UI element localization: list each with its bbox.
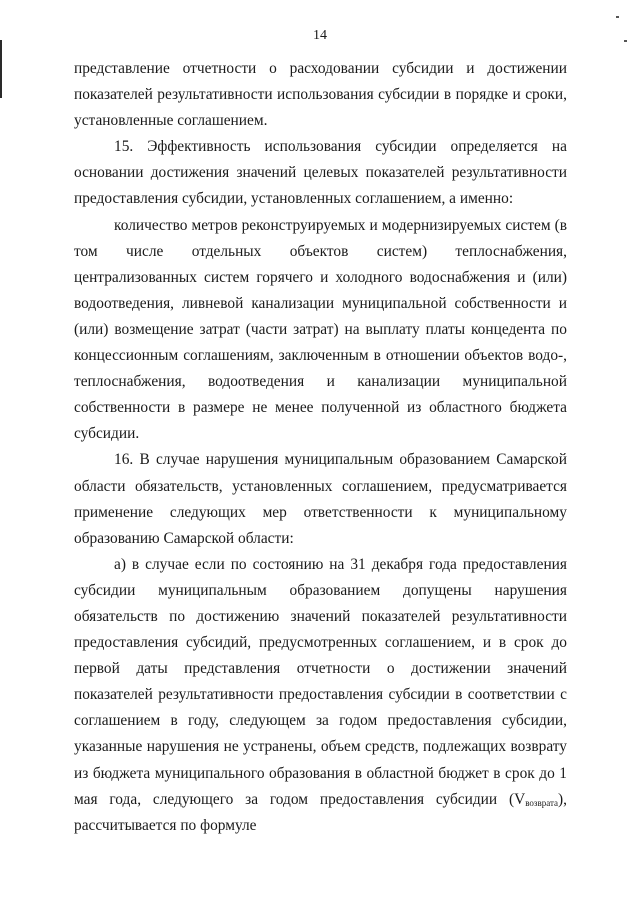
text-line: том числе отдельных объектов систем) теплоснабжения, xyxy=(74,242,567,260)
text-line: централизованных систем горячего и холодного водоснабжения и (или) xyxy=(74,268,567,286)
text-line: указанные нарушения не устранены, объем средств, подлежащих возврату xyxy=(74,738,567,756)
formula-subscript: возврата xyxy=(525,797,559,808)
text-line: из бюджета муниципального образования в областной бюджет в срок до 1 xyxy=(74,764,567,782)
text-line: установленные соглашением. xyxy=(74,112,268,130)
text-line: применение следующих мер ответственности к муниципальному xyxy=(74,503,567,521)
text-line: области обязательств, установленных соглашением, предусматривается xyxy=(74,477,567,495)
paragraph-subitem-a xyxy=(74,552,567,839)
text-line: рассчитывается по формуле xyxy=(74,816,257,834)
text-line: водоотведения, ливневой канализации муниципальной собственности и xyxy=(74,294,567,312)
text-line: показателей результативности использования субсидии в порядке и сроки, xyxy=(74,86,567,104)
document-body xyxy=(74,56,567,839)
scan-edge-mark xyxy=(0,40,2,98)
scan-speck xyxy=(616,16,619,18)
formula-lead-text: мая года, следующего за годом предоставления субсидии (V xyxy=(74,790,526,808)
text-line: а) в случае если по состоянию на 31 декабря года предоставления xyxy=(114,555,567,573)
text-line: показателей результативности предоставления субсидии в соответствии с xyxy=(74,686,567,704)
text-line: субсидии муниципальным образованием допущены нарушения xyxy=(74,581,567,599)
page-number: 14 xyxy=(313,28,327,43)
formula-suffix: ), xyxy=(558,790,567,808)
text-line: обязательств по достижению значений показателей результативности xyxy=(74,607,567,625)
text-line: образованию Самарской области: xyxy=(74,529,294,547)
text-line: соглашением в году, следующем за годом предоставления субсидии, xyxy=(74,712,567,730)
paragraph-item-15 xyxy=(74,134,567,212)
paragraph xyxy=(74,213,567,448)
paragraph-item-16 xyxy=(74,447,567,551)
text-line: концессионным соглашениям, заключенным в отношении объектов водо-, xyxy=(74,347,567,365)
text-line: предоставления субсидии, установленных соглашением, а именно: xyxy=(74,190,514,208)
text-line: (или) возмещение затрат (части затрат) на выплату платы концедента по xyxy=(74,320,567,338)
text-line: основании достижения значений целевых показателей результативности xyxy=(74,164,567,182)
text-line: собственности в размере не менее полученной из областного бюджета xyxy=(74,399,567,417)
text-line: 16. В случае нарушения муниципальным образованием Самарской xyxy=(114,451,567,469)
text-line: 15. Эффективность использования субсидии определяется на xyxy=(114,138,567,156)
text-line-formula xyxy=(74,787,567,813)
text-line: количество метров реконструируемых и модернизируемых систем (в xyxy=(114,216,567,234)
text-line: субсидии. xyxy=(74,425,140,443)
text-line: предоставления субсидий, предусмотренных соглашением, и в срок до xyxy=(74,634,567,652)
text-line: первой даты представления отчетности о достижении значений xyxy=(74,660,567,678)
text-line: представление отчетности о расходовании субсидии и достижении xyxy=(74,60,567,77)
paragraph xyxy=(74,56,567,134)
text-line: теплоснабжения, водоотведения и канализации муниципальной xyxy=(74,373,567,391)
